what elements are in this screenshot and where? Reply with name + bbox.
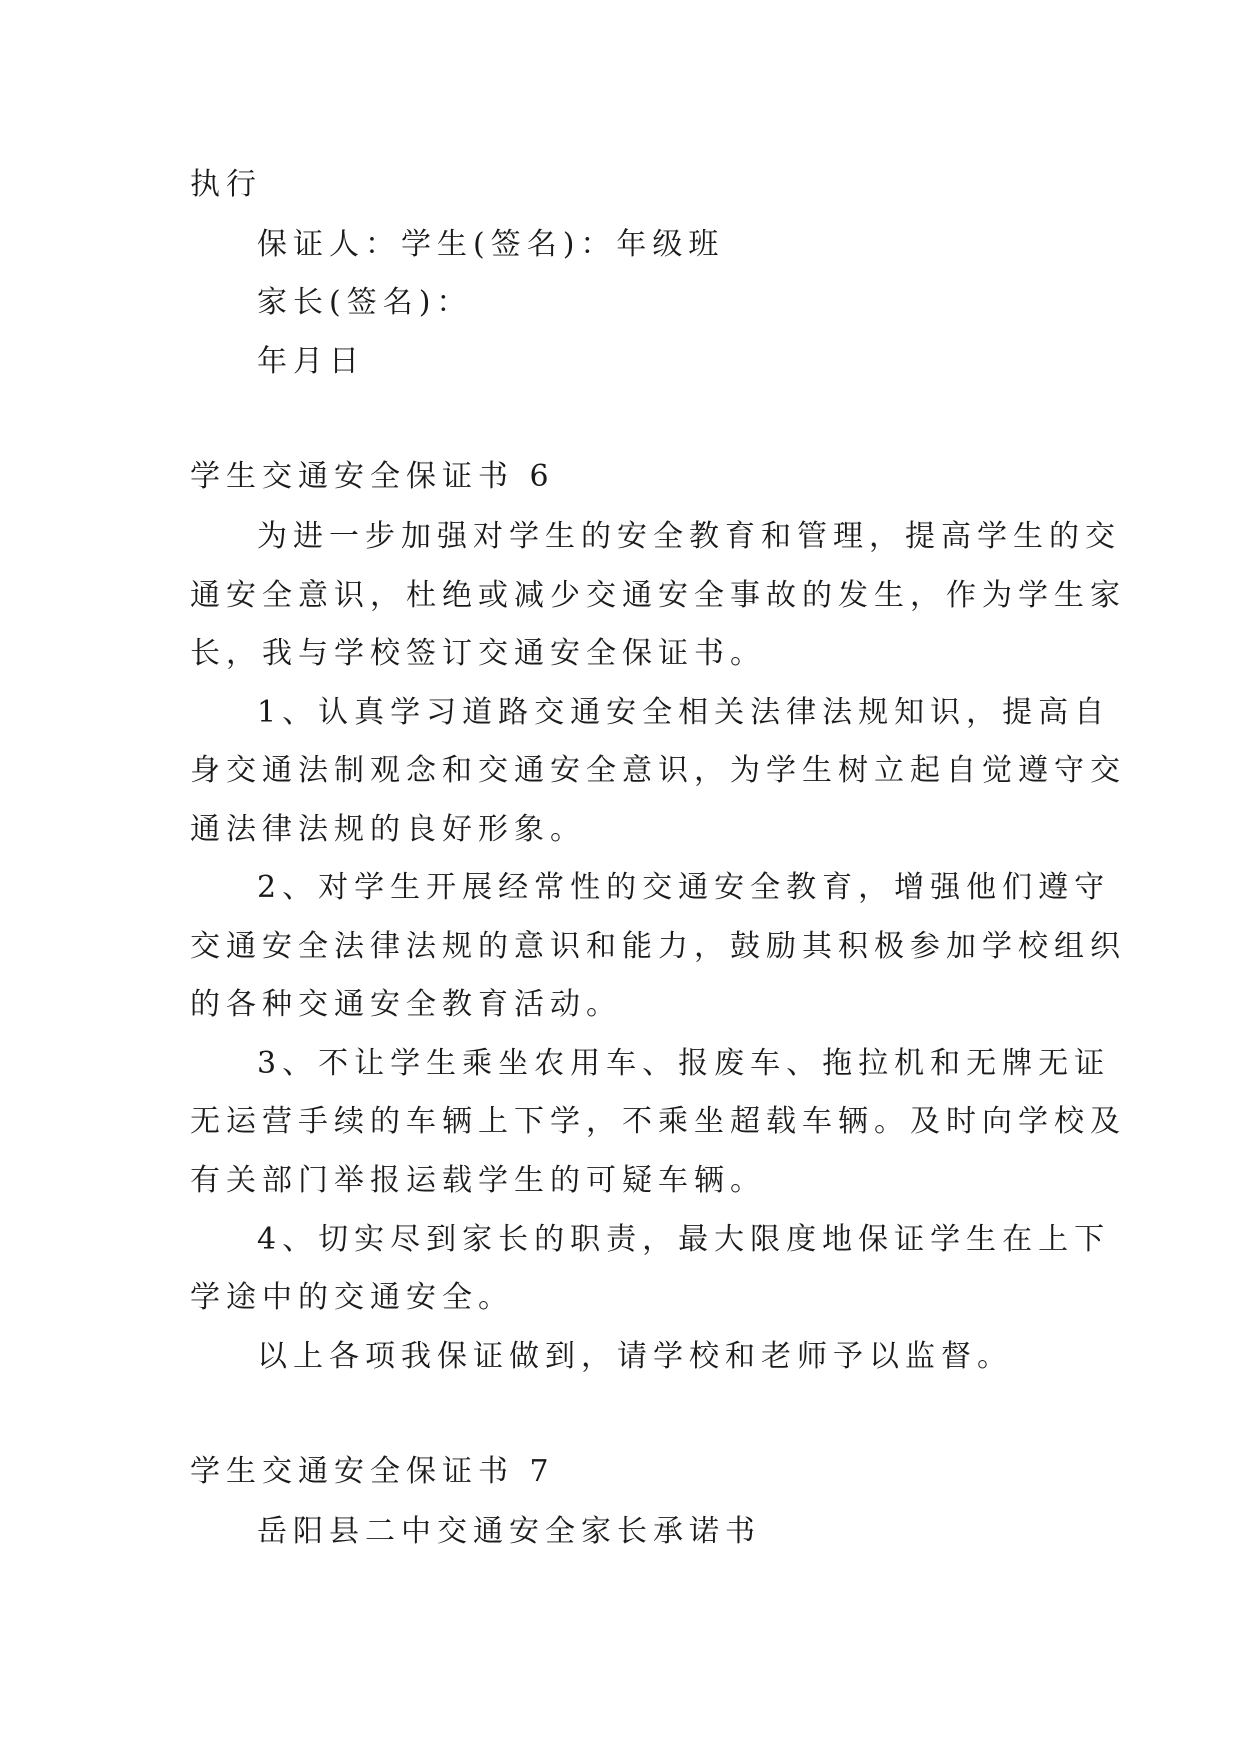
guarantor-signature-line: 保证人：学生(签名)：年级班: [257, 227, 725, 262]
section6-item2-line: 交通安全法律法规的意识和能力，鼓励其积极参加学校组织: [190, 929, 1126, 964]
section6-item4-line: 4、切实尽到家长的职责，最大限度地保证学生在上下: [257, 1222, 1111, 1257]
section7-title: 学生交通安全保证书 7: [190, 1454, 555, 1489]
section6-item4-line: 学途中的交通安全。: [190, 1280, 514, 1315]
section6-title: 学生交通安全保证书 6: [190, 459, 555, 494]
section6-item1-line: 1、认真学习道路交通安全相关法律法规知识，提高自: [257, 695, 1111, 730]
section7-subtitle: 岳阳县二中交通安全家长承诺书: [257, 1514, 761, 1549]
section6-closing: 以上各项我保证做到，请学校和老师予以监督。: [257, 1339, 1013, 1374]
section6-item3-line: 无运营手续的车辆上下学，不乘坐超载车辆。及时向学校及: [190, 1104, 1126, 1139]
parent-signature-line: 家长(签名)：: [257, 285, 473, 320]
date-line: 年月日: [257, 344, 365, 379]
section6-item2-line: 2、对学生开展经常性的交通安全教育，增强他们遵守: [257, 870, 1111, 905]
section6-intro-line: 通安全意识，杜绝或减少交通安全事故的发生，作为学生家: [190, 578, 1126, 613]
section6-item1-line: 身交通法制观念和交通安全意识，为学生树立起自觉遵守交: [190, 753, 1126, 788]
section6-item2-line: 的各种交通安全教育活动。: [190, 987, 622, 1022]
section6-intro-line: 为进一步加强对学生的安全教育和管理，提高学生的交: [257, 519, 1121, 554]
section5-continuation: 执行: [190, 167, 262, 202]
section6-item3-line: 3、不让学生乘坐农用车、报废车、拖拉机和无牌无证: [257, 1046, 1111, 1081]
section6-item1-line: 通法律法规的良好形象。: [190, 812, 586, 847]
section6-intro-line: 长，我与学校签订交通安全保证书。: [190, 636, 766, 671]
section6-item3-line: 有关部门举报运载学生的可疑车辆。: [190, 1163, 766, 1198]
